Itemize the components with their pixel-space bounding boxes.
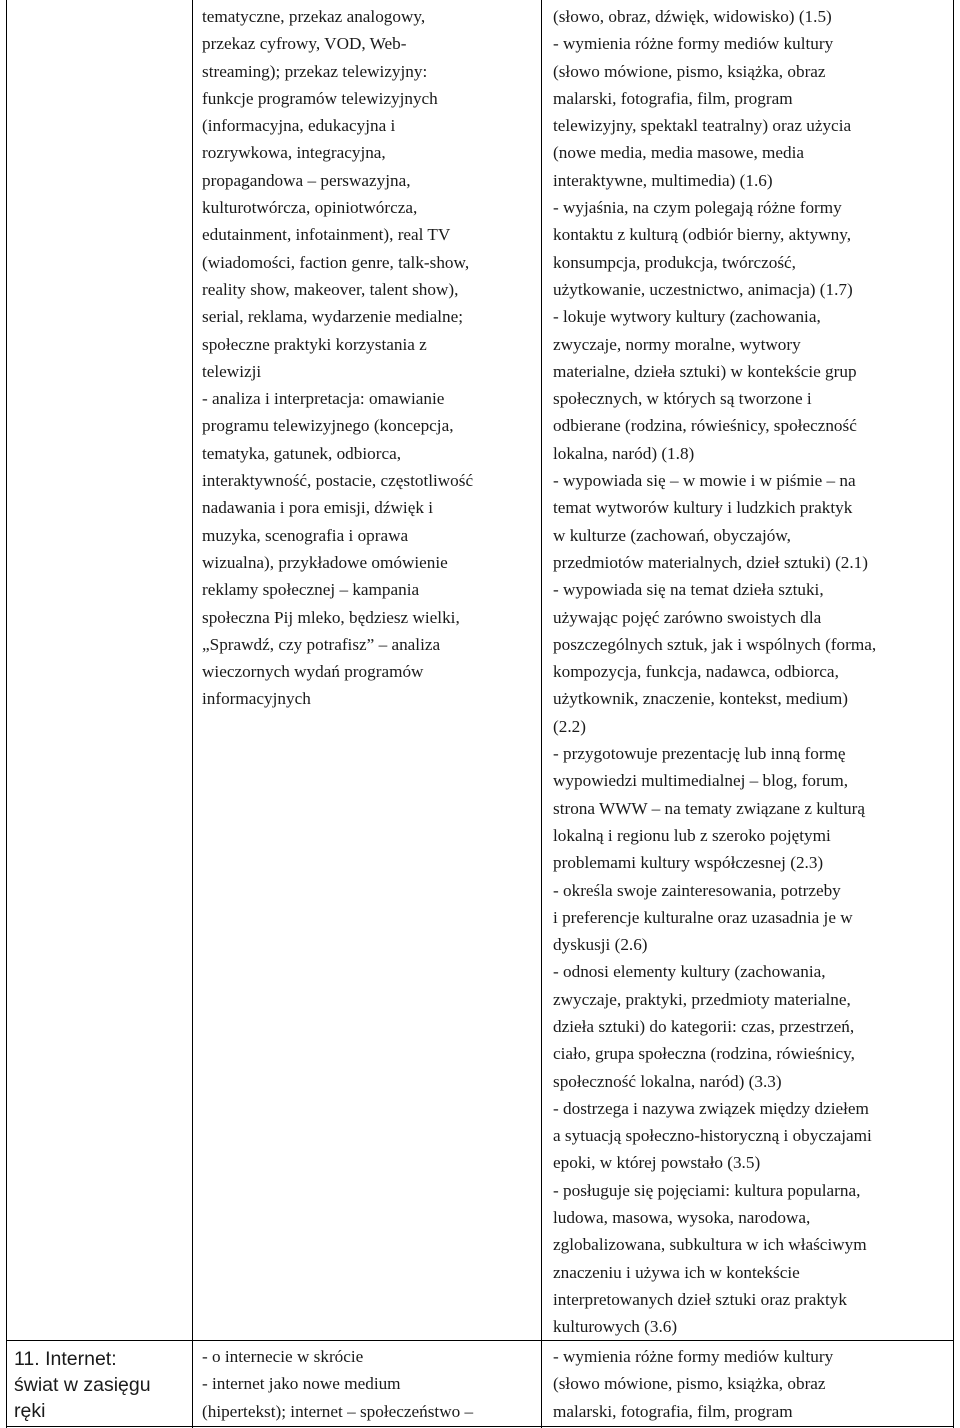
- text-line: (2.2): [553, 716, 586, 736]
- text-line: ludowa, masowa, wysoka, narodowa,: [553, 1208, 811, 1228]
- text-line: - wymienia różne formy mediów kultury: [553, 1347, 834, 1366]
- text-line: tematyka, gatunek, odbiorca,: [202, 443, 402, 463]
- text-line: (słowo, obraz, dźwięk, widowisko) (1.5): [553, 7, 832, 26]
- text-line: malarski, fotografia, film, program: [553, 1401, 793, 1421]
- text-line: a sytuacją społeczno-historyczną i obyczajami: [553, 1126, 872, 1146]
- text-line: 11. Internet:: [14, 1348, 117, 1370]
- text-line: informacyjnych: [202, 689, 311, 709]
- text-line: interpretowanych dzieł sztuki oraz praktyk: [553, 1289, 847, 1309]
- row-11-outcomes-cell: [553, 1343, 833, 1425]
- text-line: - lokuje wytwory kultury (zachowania,: [553, 307, 821, 327]
- text-line: serial, reklama, wydarzenie medialne;: [202, 307, 464, 327]
- text-line: kulturowych (3.6): [553, 1317, 678, 1337]
- text-line: interaktywność, postacie, częstotliwość: [202, 471, 474, 491]
- text-line: użytkownik, znaczenie, kontekst, medium): [553, 689, 848, 709]
- text-line: społecznych, w których są tworzone i: [553, 389, 812, 409]
- text-line: edutainment, infotainment), real TV: [202, 225, 451, 245]
- text-line: (słowo mówione, pismo, książka, obraz: [553, 61, 826, 81]
- text-line: i preferencje kulturalne oraz uzasadnia je w: [553, 907, 853, 927]
- text-line: lokalna, naród) (1.8): [553, 443, 695, 463]
- text-line: - odnosi elementy kultury (zachowania,: [553, 962, 826, 982]
- text-line: używając pojęć zarówno swoistych dla: [553, 607, 822, 627]
- text-line: materialne, dzieła sztuki) w kontekście grup: [553, 361, 857, 381]
- text-line: zwyczaje, praktyki, przedmioty materialne,: [553, 989, 851, 1009]
- text-line: dyskusji (2.6): [553, 935, 648, 955]
- text-line: funkcje programów telewizyjnych: [202, 88, 438, 108]
- column-divider-2: [541, 0, 542, 1428]
- text-line: ręki: [14, 1400, 46, 1422]
- text-line: (wiadomości, faction genre, talk-show,: [202, 252, 470, 272]
- text-line: temat wytworów kultury i ludzkich praktyk: [553, 498, 853, 518]
- row-11-topic-cell: [14, 1346, 151, 1424]
- text-line: - określa swoje zainteresowania, potrzeby: [553, 880, 841, 900]
- text-line: - wymienia różne formy mediów kultury: [553, 34, 834, 54]
- text-line: lokalną i regionu lub z szeroko pojętymi: [553, 825, 831, 845]
- text-line: znaczeniu i używa ich w kontekście: [553, 1262, 800, 1282]
- text-line: reklamy społecznej – kampania: [202, 580, 420, 600]
- text-line: w kulturze (zachowań, obyczajów,: [553, 525, 791, 545]
- text-line: - internet jako nowe medium: [202, 1374, 401, 1394]
- text-line: ciało, grupa społeczna (rodzina, rówieśnicy,: [553, 1044, 855, 1064]
- text-line: poszczególnych sztuk, jak i wspólnych (forma,: [553, 634, 877, 654]
- text-line: - analiza i interpretacja: omawianie: [202, 389, 445, 409]
- text-line: społeczność lokalna, naród) (3.3): [553, 1071, 782, 1091]
- row-10-content-cell: [202, 3, 473, 713]
- text-line: konsumpcja, produkcja, twórczość,: [553, 252, 796, 272]
- text-line: - posługuje się pojęciami: kultura popularna,: [553, 1180, 861, 1200]
- text-line: - dostrzega i nazywa związek między dziełem: [553, 1098, 869, 1118]
- text-line: reality show, makeover, talent show),: [202, 279, 459, 299]
- table-border-bottom: [6, 1426, 954, 1427]
- text-line: wieczornych wydań programów: [202, 662, 424, 682]
- text-line: problemami kultury współczesnej (2.3): [553, 853, 824, 873]
- text-line: tematyczne, przekaz analogowy,: [202, 7, 426, 26]
- text-line: - wyjaśnia, na czym polegają różne formy: [553, 198, 842, 218]
- text-line: (słowo mówione, pismo, książka, obraz: [553, 1374, 826, 1394]
- text-line: „Sprawdź, czy potrafisz” – analiza: [202, 634, 441, 654]
- text-line: rozrywkowa, integracyjna,: [202, 143, 386, 163]
- text-line: wypowiedzi multimedialnej – blog, forum,: [553, 771, 848, 791]
- text-line: kontaktu z kulturą (odbiór bierny, aktywny,: [553, 225, 852, 245]
- text-line: świat w zasięgu: [14, 1374, 151, 1396]
- text-line: epoki, w której powstało (3.5): [553, 1153, 761, 1173]
- text-line: streaming); przekaz telewizyjny:: [202, 61, 428, 81]
- text-line: - wypowiada się na temat dzieła sztuki,: [553, 580, 824, 600]
- text-line: - wypowiada się – w mowie i w piśmie – na: [553, 471, 856, 491]
- text-line: (hipertekst); internet – społeczeństwo –: [202, 1401, 474, 1421]
- text-line: przedmiotów materialnych, dzieł sztuki) (2.1): [553, 552, 868, 572]
- table-border-left: [6, 0, 7, 1428]
- text-line: programu telewizyjnego (koncepcja,: [202, 416, 454, 436]
- text-line: interaktywne, multimedia) (1.6): [553, 170, 773, 190]
- text-line: telewizji: [202, 361, 262, 381]
- text-line: użytkowanie, uczestnictwo, animacja) (1.7): [553, 279, 853, 299]
- text-line: odbierane (rodzina, rówieśnicy, społeczność: [553, 416, 857, 436]
- row-11-content-cell: [202, 1343, 473, 1425]
- text-line: propagandowa – perswazyjna,: [202, 170, 411, 190]
- text-line: zglobalizowana, subkultura w ich właściwym: [553, 1235, 867, 1255]
- row-10-outcomes-cell: [553, 3, 876, 1341]
- text-line: społeczne praktyki korzystania z: [202, 334, 427, 354]
- text-line: strona WWW – na tematy związane z kulturą: [553, 798, 865, 818]
- text-line: - przygotowuje prezentację lub inną formę: [553, 744, 846, 764]
- text-line: malarski, fotografia, film, program: [553, 88, 793, 108]
- text-line: telewizyjny, spektakl teatralny) oraz użycia: [553, 116, 852, 136]
- text-line: muzyka, scenografia i oprawa: [202, 525, 409, 545]
- text-line: (nowe media, media masowe, media: [553, 143, 805, 163]
- text-line: - o internecie w skrócie: [202, 1347, 364, 1366]
- text-line: kompozycja, funkcja, nadawca, odbiorca,: [553, 662, 839, 682]
- text-line: wizualna), przykładowe omówienie: [202, 552, 448, 572]
- text-line: społeczna Pij mleko, będziesz wielki,: [202, 607, 460, 627]
- text-line: dzieła sztuki) do kategorii: czas, przestrzeń,: [553, 1016, 855, 1036]
- column-divider-1: [192, 0, 193, 1428]
- table-border-right: [953, 0, 954, 1428]
- text-line: przekaz cyfrowy, VOD, Web-: [202, 34, 407, 54]
- text-line: zwyczaje, normy moralne, wytwory: [553, 334, 801, 354]
- text-line: (informacyjna, edukacyjna i: [202, 116, 396, 136]
- text-line: nadawania i pora emisji, dźwięk i: [202, 498, 433, 518]
- text-line: kulturotwórcza, opiniotwórcza,: [202, 198, 418, 218]
